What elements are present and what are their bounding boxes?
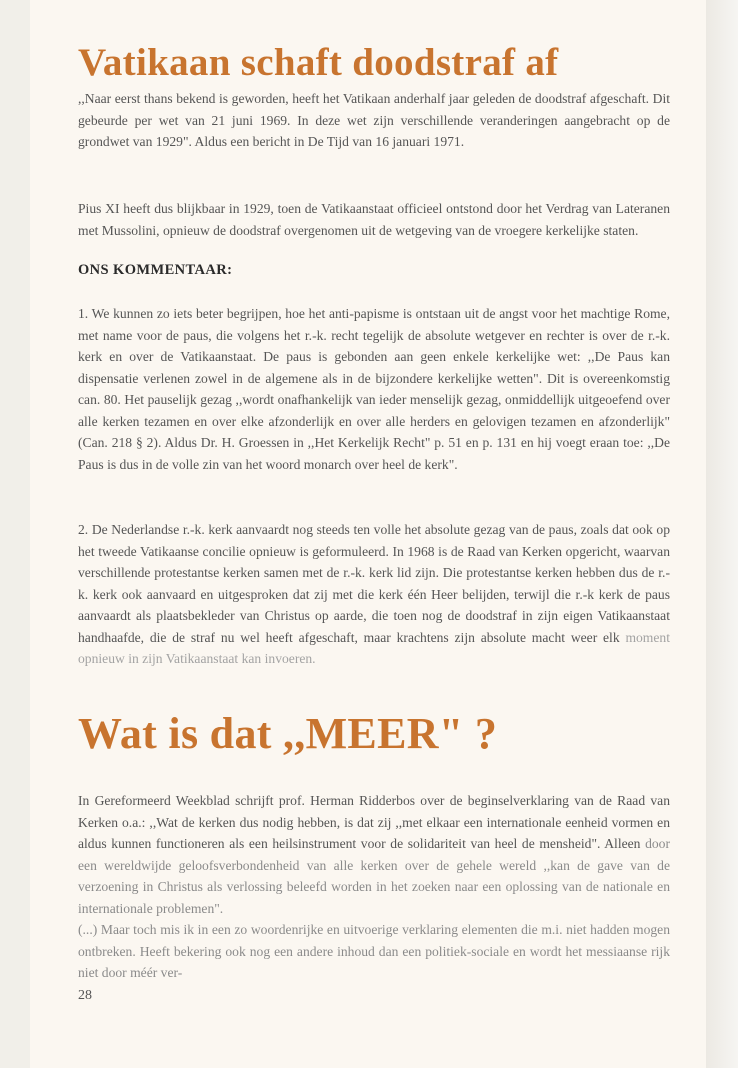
commentary-heading: ONS KOMMENTAAR: <box>78 262 233 278</box>
commentary-text-1: 1. We kunnen zo iets beter begrijpen, hoe het anti-papisme is ontstaan uit de angst voor het machtige Rome, met name voor de paus, die volgens het r.-k. recht tegelijk de absolute wetgever en rechter is over de r.-k. kerk en over de Vatikaanstaat. De paus is gebonden aan geen enkele kerkelijke wet: ,,De Paus kan dispensatie verlenen zowel in de algemene als in de bijzondere kerkelijke wetten". Dit is overeenkomstig can. 80. Het pauselijk gezag ,,wordt onafhankelijk van ieder menselijk gezag, onmiddellijk uitgeoefend over alle kerken tezamen en over elke afzonderlijk en over alle herders en gelovigen tezamen en afzonderlijk" (Can. 218 § 2). Aldus Dr. H. Groessen in ,,Het Kerkelijk Recht" p. 51 en p. 131 en hij voegt eraan toe: ,,De Paus is dus in de volle zin van het woord monarch over heel de kerk". <box>78 306 670 472</box>
commentary-point-1 <box>78 303 670 475</box>
section2-paragraph-1 <box>78 790 670 919</box>
intro-paragraph-1 <box>78 88 670 153</box>
section2-paragraph-2: (...) Maar toch mis ik in een zo woordenrijke en uitvoerige verklaring elementen die m.i. niet hadden mogen ontbreken. Heeft bekering ook nog een andere inhoud dan een politiek-sociale en wordt het messiaanse rijk niet door méér ver- <box>78 922 670 980</box>
commentary-text-2-faded: moment opnieuw in zijn Vatikaanstaat kan invoeren. <box>78 629 670 666</box>
page-edge <box>706 0 738 1068</box>
section2-text-1: In Gereformeerd Weekblad schrijft prof. Herman Ridderbos over de beginselverklaring van de Raad van Kerken o.a.: ,,Wat de kerken dus nodig hebben, is dat zij ,,met elkaar een internationale eenheid vormen en aldus kunnen functioneren als een heilsinstrument voor de solidariteit van heel de mensheid". Alleen <box>78 793 670 851</box>
section2-text-1-faded: door een wereldwijde geloofsverbondenheid van alle kerken over de gehele wereld ,,kan de gave van de verzoening in Christus als verlossing beleefd worden in het zoeken naar een oplossing van de nationale en internationale problemen". <box>78 836 670 916</box>
commentary-text-2 <box>78 519 670 670</box>
intro-paragraph-2 <box>78 198 670 241</box>
intro-text-2: Pius XI heeft dus blijkbaar in 1929, toen de Vatikaanstaat officieel ontstond door het Verdrag van Lateranen met Mussolini, opnieuw de doodstraf overgenomen uit de wetgeving van de vroegere kerkelijke staten. <box>78 201 670 238</box>
article-title-meer: Wat is dat ,,MEER" ? <box>78 709 498 758</box>
intro-text-1: ,,Naar eerst thans bekend is geworden, heeft het Vatikaan anderhalf jaar geleden de doodstraf afgeschaft. Dit gebeurde per wet van 21 juni 1969. In deze wet zijn verschillende veranderingen aangebracht op de grondwet van 1929". Aldus een bericht in De Tijd van 16 januari 1971. <box>78 91 670 149</box>
commentary-text-2-main: 2. De Nederlandse r.-k. kerk aanvaardt nog steeds ten volle het absolute gezag van de paus, zoals dat ook op het tweede Vatikaanse concilie opnieuw is geformuleerd. In 1968 is de Raad van Kerken opgericht, waarvan verschillende protestantse kerken samen met de r.-k. kerk lid zijn. Die protestantse kerken hebben dus de r.-k. kerk ook aanvaard en uitgesproken dat zij met die kerk één Heer belijden, terwijl die r.-k kerk de paus aanvaardt als plaatsbekleder van Christus op aarde, die toen nog de doodstraf in zijn eigen Vatikaanstaat handhaafde, die de straf nu wel heeft afgeschaft, maar krachtens zijn absolute macht weer elk <box>78 522 670 645</box>
commentary-point-2 <box>78 519 670 670</box>
section2-body <box>78 790 670 984</box>
article-title-vatikaan: Vatikaan schaft doodstraf af <box>78 41 559 84</box>
page-number: 28 <box>78 988 92 1003</box>
